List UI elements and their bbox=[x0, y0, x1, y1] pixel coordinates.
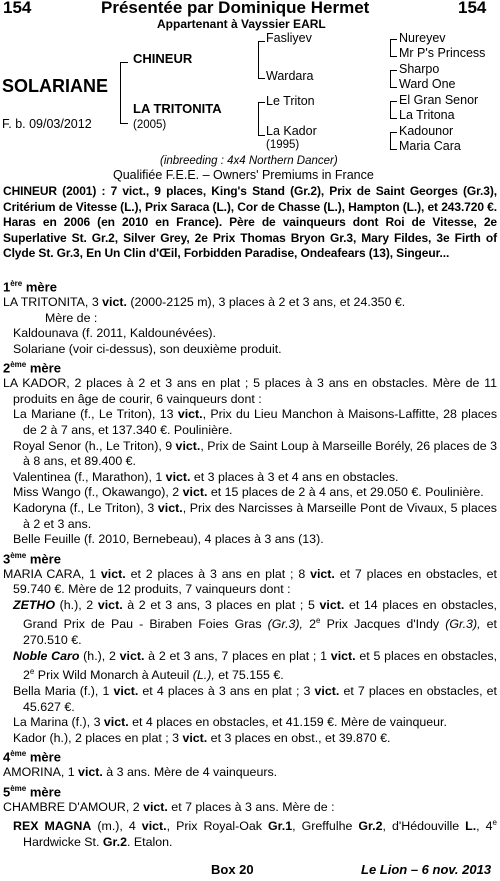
sale-date: Le Lion – 6 nov. 2013 bbox=[361, 862, 492, 877]
ancestor-1: Nureyev bbox=[399, 31, 446, 45]
bracket-g4 bbox=[390, 132, 397, 150]
dam-name: LA TRITONITA bbox=[133, 101, 222, 116]
produce-item: Belle Feuille (f. 2010, Bernebeau), 4 places à 3 ans (13). bbox=[13, 532, 324, 547]
third-dam-heading: 3ème mère bbox=[3, 550, 61, 567]
grandsire-paternal: Fasliyev bbox=[266, 31, 312, 45]
granddam-paternal: Wardara bbox=[266, 69, 314, 83]
bracket-g3 bbox=[390, 101, 397, 119]
grandsire-maternal: Le Triton bbox=[266, 94, 315, 108]
ancestor-8: Maria Cara bbox=[399, 139, 461, 153]
produce-item: Kadoryna (f., Le Triton), 3 vict., Prix des Narcisses à Marseille Pont de Vivaux, 5 places à 2 et 3 ans. bbox=[13, 500, 497, 531]
bracket-g2 bbox=[390, 70, 397, 88]
produce-item: Noble Caro (h.), 2 vict. à 2 et 3 ans, 7 places en plat ; 1 vict. et 5 places en obstacles, 2e Prix Wild Monarch à Auteuil (L.), et 75.155 €. bbox=[13, 648, 498, 683]
bracket-dam-parents bbox=[258, 102, 265, 136]
ancestor-5: El Gran Senor bbox=[399, 93, 479, 107]
lot-number-left: 154 bbox=[3, 0, 32, 17]
sire-name: CHINEUR bbox=[133, 51, 193, 66]
third-dam-record: MARIA CARA, 1 vict. et 2 places à 3 ans en plat ; 8 vict. et 7 places en obstacles, et 59.740 €. Mère de 12 produits, 7 vainqueurs dont : bbox=[3, 566, 497, 597]
produce-item: La Mariane (f., Le Triton), 13 vict., Prix du Lieu Manchon à Maisons-Laffitte, 28 places de 2 à 7 ans, et 137.340 €. Poulinière. bbox=[13, 407, 498, 437]
ancestor-7: Kadounor bbox=[399, 124, 454, 138]
dam-year: (2005) bbox=[133, 119, 167, 131]
produce-item: Bella Maria (f.), 1 vict. et 4 places à 3 ans en plat ; 3 vict. et 7 places en obstacles, et 45.627 €. bbox=[13, 684, 498, 714]
fourth-dam-heading: 4ème mère bbox=[3, 749, 61, 765]
produce-intro: Mère de : bbox=[45, 310, 98, 325]
first-dam-record: LA TRITONITA, 3 vict. (2000-2125 m), 3 places à 2 et 3 ans, et 24.350 €. bbox=[3, 294, 406, 309]
premium-qualification: Qualifiée F.E.E. – Owners' Premiums in France bbox=[113, 168, 374, 182]
produce-item: Solariane (voir ci-dessus), son deuxième produit. bbox=[13, 341, 282, 356]
second-dam-heading: 2ème mère bbox=[3, 360, 61, 376]
horse-info: F. b. 09/03/2012 bbox=[2, 117, 92, 131]
first-dam-heading: 1ère mère bbox=[3, 279, 57, 295]
sire-record: CHINEUR (2001) : 7 vict., 9 places, King's Stand (Gr.2), Prix de Saint Georges (Gr.3), Critérium de Vitesse (L.), Prix Saraca (L.), Cor de Chasse (L.), Hampton (L.), et 243.720 €. Haras en 2006 (en 2010 en France). Père de vainqueurs dont Roi de Vitesse, 2e Superlative St. Gr.2, Silver Grey, 2e Prix Thomas Bryon Gr.3, Mary Fildes, 3e Firth of Clyde St. Gr.3, En Un Clin d'Œil, Forbidden Paradise, Ondeafears (13), Singeur... bbox=[3, 184, 497, 260]
box-number: Box 20 bbox=[211, 862, 254, 877]
ancestor-3: Sharpo bbox=[399, 62, 440, 76]
ancestor-2: Mr P's Princess bbox=[399, 46, 486, 60]
produce-item: La Marina (f.), 3 vict. et 4 places en obstacles, et 41.159 €. Mère de vainqueur. bbox=[13, 715, 447, 730]
produce-item: Kador (h.), 2 places en plat ; 3 vict. et 3 places en obst., et 39.870 €. bbox=[13, 730, 391, 745]
produce-item: Royal Senor (h., Le Triton), 9 vict., Prix de Saint Loup à Marseille Borély, 26 places de 3 à 8 ans, et 89.400 €. bbox=[13, 438, 497, 469]
fifth-dam-record: CHAMBRE D'AMOUR, 2 vict. et 7 places à 3 ans. Mère de : bbox=[3, 799, 335, 814]
granddam-maternal: La Kador bbox=[266, 124, 317, 138]
ancestor-6: La Tritona bbox=[399, 108, 455, 122]
fourth-dam-record: AMORINA, 1 vict. à 3 ans. Mère de 4 vainqueurs. bbox=[3, 765, 278, 780]
page-title: Présentée par Dominique Hermet bbox=[101, 0, 370, 17]
horse-name: SOLARIANE bbox=[2, 76, 109, 96]
granddam-maternal-year: (1995) bbox=[266, 139, 300, 151]
bracket-sire-parents bbox=[258, 41, 265, 79]
bracket-g1 bbox=[390, 39, 397, 57]
lot-number-right: 154 bbox=[458, 0, 487, 17]
fifth-dam-heading: 5ème mère bbox=[3, 783, 61, 800]
ancestor-4: Ward One bbox=[399, 77, 456, 91]
inbreeding-note: (inbreeding : 4x4 Northern Dancer) bbox=[160, 155, 338, 167]
produce-item: REX MAGNA (m.), 4 vict., Prix Royal-Oak Gr.1, Greffulhe Gr.2, d'Hédouville L., 4e Hardwicke St. Gr.2. Etalon. bbox=[13, 818, 497, 850]
dam-line-section bbox=[3, 276, 497, 851]
owner-line: Appartenant à Vayssier EARL bbox=[157, 17, 326, 31]
produce-item: ZETHO (h.), 2 vict. à 2 et 3 ans, 3 places en plat ; 5 vict. et 14 places en obstacles, Grand Prix de Pau - Biraben Foies Gras (Gr.3), 2e Prix Jacques d'Indy (Gr.3), et 270.510 €. bbox=[13, 597, 498, 648]
produce-item: Miss Wango (f., Okawango), 2 vict. et 15 places de 2 à 4 ans, et 29.050 €. Poulinière. bbox=[13, 485, 484, 500]
bracket-sire-dam bbox=[120, 62, 128, 124]
produce-item: Kaldounava (f. 2011, Kaldounévées). bbox=[13, 326, 216, 341]
produce-item: Valentinea (f., Marathon), 1 vict. et 3 places à 3 et 4 ans en obstacles. bbox=[13, 469, 399, 484]
second-dam-record: LA KADOR, 2 places à 2 et 3 ans en plat ; 5 places à 3 ans en obstacles. Mère de 11 produits en âge de courir, 6 vainqueurs dont : bbox=[3, 376, 497, 406]
